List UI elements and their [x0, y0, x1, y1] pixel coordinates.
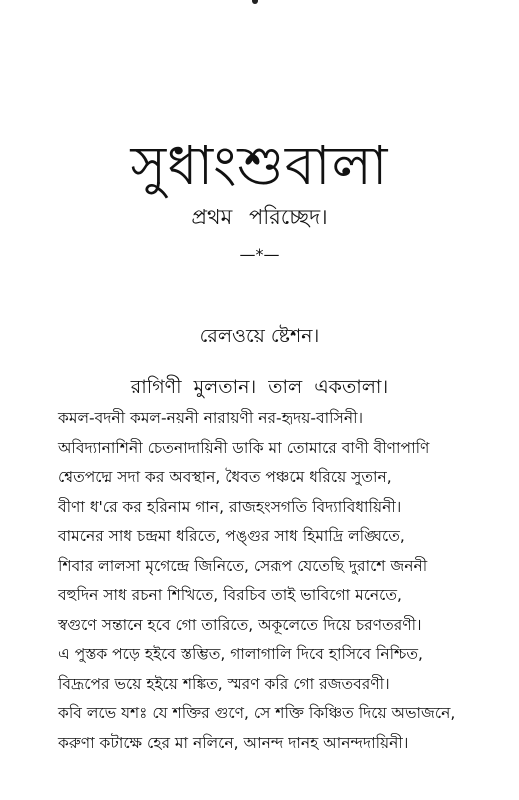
verse-line: বহুদিন সাধ রচনা শিখিতে, বিরচিব তাই ভাবিগো মনেতে,: [58, 586, 402, 604]
verse-line: করুণা কটাক্ষে হের মা নলিনে, আনন্দ দানহ আনন্দদায়িনী।: [58, 733, 409, 752]
raga-tala-line: রাগিণী মুলতান। তাল একতালা।: [130, 376, 389, 398]
verse-line: অবিদ্যানাশিনী চেতনাদায়িনী ডাকি মা তোমারে বাণী বীণাপাণি: [58, 438, 430, 457]
verse-line: এ পুস্তক পড়ে হইবে স্তম্ভিত, গালাগালি দিবে হাসিবে নিশ্চিত,: [58, 645, 423, 663]
verse-line: বিদ্রূপের ভয়ে হইয়ে শঙ্কিত, স্মরণ করি গো রজতবরণী।: [58, 674, 390, 693]
verse-line: বীণা ধ'রে কর হরিনাম গান, রাজহংসগতি বিদ্যাবিধায়িনী।: [58, 497, 402, 516]
page-top-mark: [252, 0, 258, 4]
chapter-heading: প্রথম পরিচ্ছেদ।: [191, 205, 328, 229]
verse-line: স্বগুণে সন্তানে হবে গো তারিতে, অকূলেতে দিয়ে চরণতরণী।: [58, 615, 422, 634]
book-title: সুধাংশুবালা: [130, 134, 389, 198]
song-verse: [58, 404, 498, 758]
ornamental-divider: —*—: [239, 245, 280, 264]
verse-line: শিবার লালসা মৃগেন্দ্রে জিনিতে, সেরূপ যেতেছি দুরাশে জননী: [58, 556, 428, 575]
verse-line: কমল-বদনী কমল-নয়নী নারায়ণী নর-হৃদয়-বাসিনী।: [58, 409, 364, 427]
verse-line: শ্বেতপদ্মে সদা কর অবস্থান, ধৈবত পঞ্চমে ধরিয়ে সুতান,: [58, 468, 392, 486]
section-heading: রেলওয়ে ষ্টেশন।: [199, 325, 320, 347]
verse-line: কবি লভে যশঃ যে শক্তির গুণে, সে শক্তি কিঞ্চিত দিয়ে অভাজনে,: [58, 704, 456, 722]
verse-line: বামনের সাধ চন্দ্রমা ধরিতে, পঙ্গুর সাধ হিমাদ্রি লঙ্ঘিতে,: [58, 527, 405, 545]
